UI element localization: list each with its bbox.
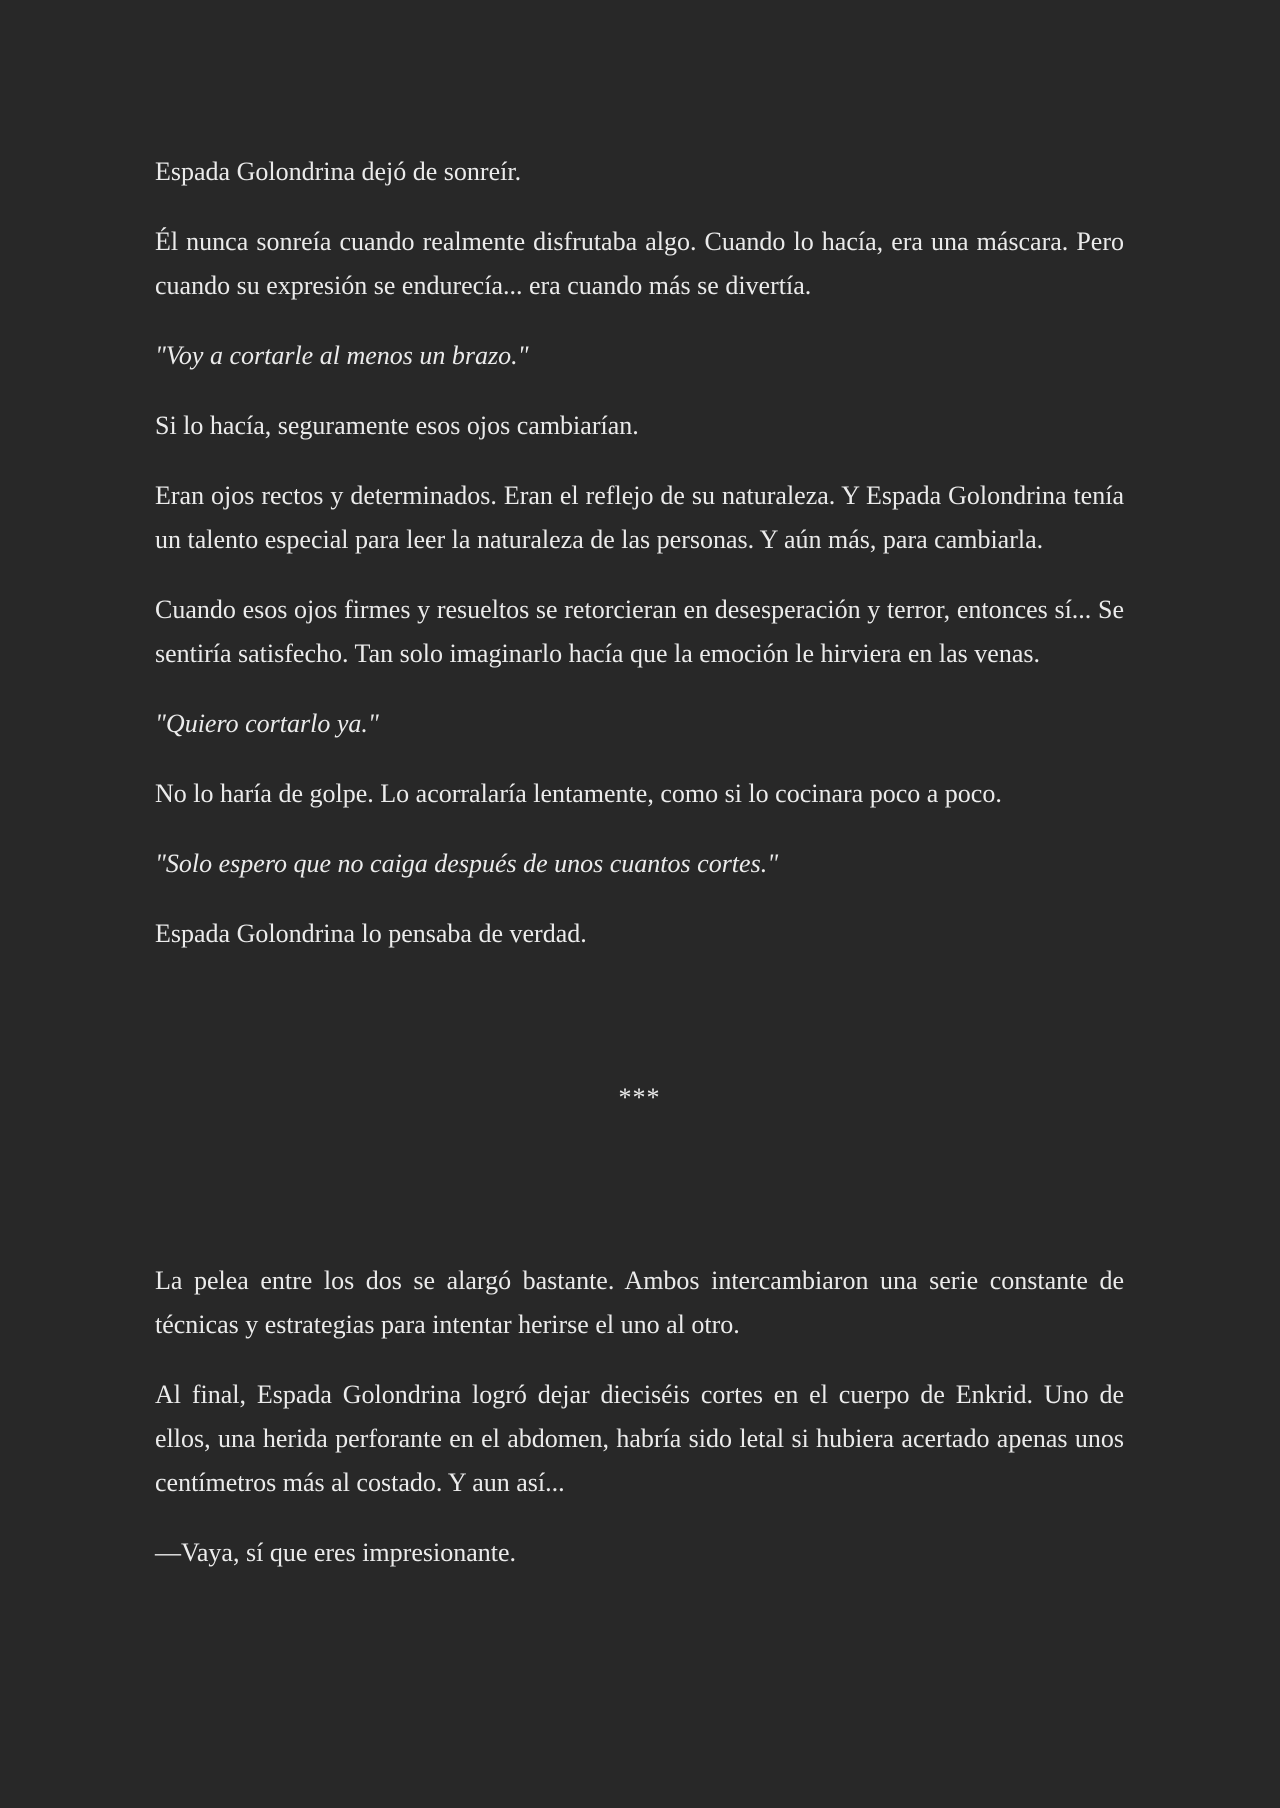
- thought-paragraph: "Voy a cortarle al menos un brazo.": [155, 341, 529, 370]
- thought-paragraph: "Quiero cortarlo ya.": [155, 709, 379, 738]
- scene-break: ***: [618, 1083, 661, 1112]
- paragraph: Al final, Espada Golondrina logró dejar dieciséis cortes en el cuerpo de Enkrid. Uno de ellos, una herida perforante en el abdomen, habría sido letal si hubiera acertado apenas unos centímetros más al costado. Y aun así...: [155, 1380, 1124, 1497]
- paragraph: Espada Golondrina dejó de sonreír.: [155, 157, 522, 186]
- paragraph: Cuando esos ojos firmes y resueltos se retorcieran en desesperación y terror, entonces sí... Se sentiría satisfecho. Tan solo imaginarlo hacía que la emoción le hirviera en las venas.: [155, 595, 1124, 668]
- paragraph: Espada Golondrina lo pensaba de verdad.: [155, 919, 587, 948]
- chapter-body: [155, 150, 1124, 1601]
- paragraph: Él nunca sonreía cuando realmente disfrutaba algo. Cuando lo hacía, era una máscara. Pero cuando su expresión se endurecía... era cuando más se divertía.: [155, 227, 1124, 300]
- paragraph: Si lo hacía, seguramente esos ojos cambiarían.: [155, 411, 639, 440]
- dialogue-paragraph: —Vaya, sí que eres impresionante.: [155, 1538, 517, 1567]
- thought-paragraph: "Solo espero que no caiga después de unos cuantos cortes.": [155, 849, 779, 878]
- paragraph: Eran ojos rectos y determinados. Eran el reflejo de su naturaleza. Y Espada Golondrina tenía un talento especial para leer la naturaleza de las personas. Y aún más, para cambiarla.: [155, 481, 1124, 554]
- paragraph: La pelea entre los dos se alargó bastante. Ambos intercambiaron una serie constante de técnicas y estrategias para intentar herirse el uno al otro.: [155, 1266, 1124, 1339]
- paragraph: No lo haría de golpe. Lo acorralaría lentamente, como si lo cocinara poco a poco.: [155, 779, 1002, 808]
